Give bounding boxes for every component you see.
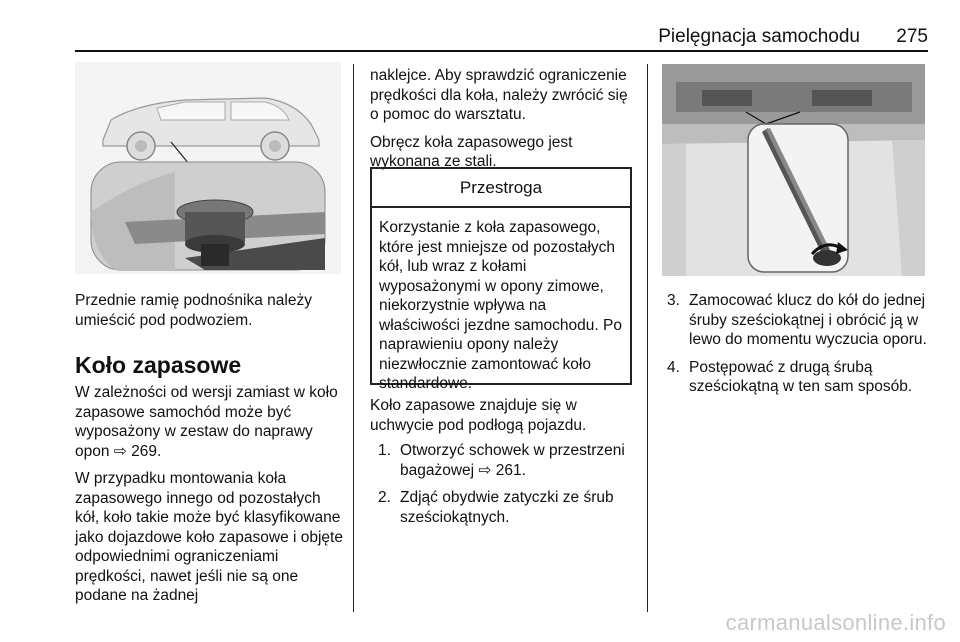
column-2-lower <box>370 396 636 535</box>
paragraph: Obręcz koła zapasowego jest wykonana ze stali. <box>370 133 573 170</box>
list-item <box>378 441 636 480</box>
page-header <box>75 26 930 48</box>
step-number: 3. <box>667 292 680 309</box>
wrench-illustration <box>662 64 925 276</box>
list-item <box>378 488 636 527</box>
column-3 <box>667 291 929 405</box>
watermark: carmanualsonline.info <box>725 610 946 635</box>
step-text: Zamocować klucz do kół do jednej śruby sześciokątnej i obrócić ją w lewo do momentu wyczucia oporu. <box>689 292 927 348</box>
column-divider-1 <box>353 64 354 612</box>
step-number: 4. <box>667 358 680 376</box>
paragraph: W przypadku montowania koła zapasowego innego od pozostałych kół, koło takie może być klasyfikowane jako dojazdowe koło zapasowe i objęte odpowiednimi ograniczeniami prędkości, nawet jeśli nie są one podane na żadnej <box>75 470 343 604</box>
list-item <box>667 291 929 350</box>
caution-text: Korzystanie z koła zapasowego, które jest mniejsze od pozostałych kół, lub wraz z kołami wyposażonymi w opony zimowe, niekorzystnie wpływa na właściwości jezdne samochodu. Po naprawieniu opony należy niezwłocznie zamontować koło standardowe. <box>379 219 622 392</box>
section-heading: Koło zapasowe <box>75 352 242 378</box>
column-1 <box>75 291 347 616</box>
caution-title: Przestroga <box>372 169 630 208</box>
steps-list <box>370 441 636 527</box>
jack-illustration <box>75 62 341 274</box>
column-divider-2 <box>647 64 648 612</box>
caution-box <box>370 167 632 392</box>
list-item <box>667 358 929 397</box>
header-rule <box>75 50 928 52</box>
figure-caption: Przednie ramię podnośnika należy umieścić pod podwoziem. <box>75 292 312 329</box>
step-text: Otworzyć schowek w przestrzeni bagażowej ⇨ 261. <box>400 442 625 479</box>
page-title: Pielęgnacja samochodu <box>658 26 860 47</box>
step-text: Postępować z drugą śrubą sześciokątną w ten sam sposób. <box>689 358 913 395</box>
step-text: Zdjąć obydwie zatyczki ze śrub sześciokątnych. <box>400 489 614 526</box>
step-number: 2. <box>378 489 391 506</box>
column-2 <box>370 66 636 182</box>
paragraph: Koło zapasowe znajduje się w uchwycie pod podłogą pojazdu. <box>370 397 587 434</box>
steps-list <box>667 291 929 397</box>
page-number: 275 <box>896 26 928 47</box>
paragraph: naklejce. Aby sprawdzić ograniczenie prędkości dla koła, należy zwrócić się o pomoc do warsztatu. <box>370 67 628 123</box>
step-number: 1. <box>378 442 391 459</box>
paragraph: W zależności od wersji zamiast w koło zapasowe samochód może być wyposażony w zestaw do naprawy opon ⇨ 269. <box>75 384 338 460</box>
